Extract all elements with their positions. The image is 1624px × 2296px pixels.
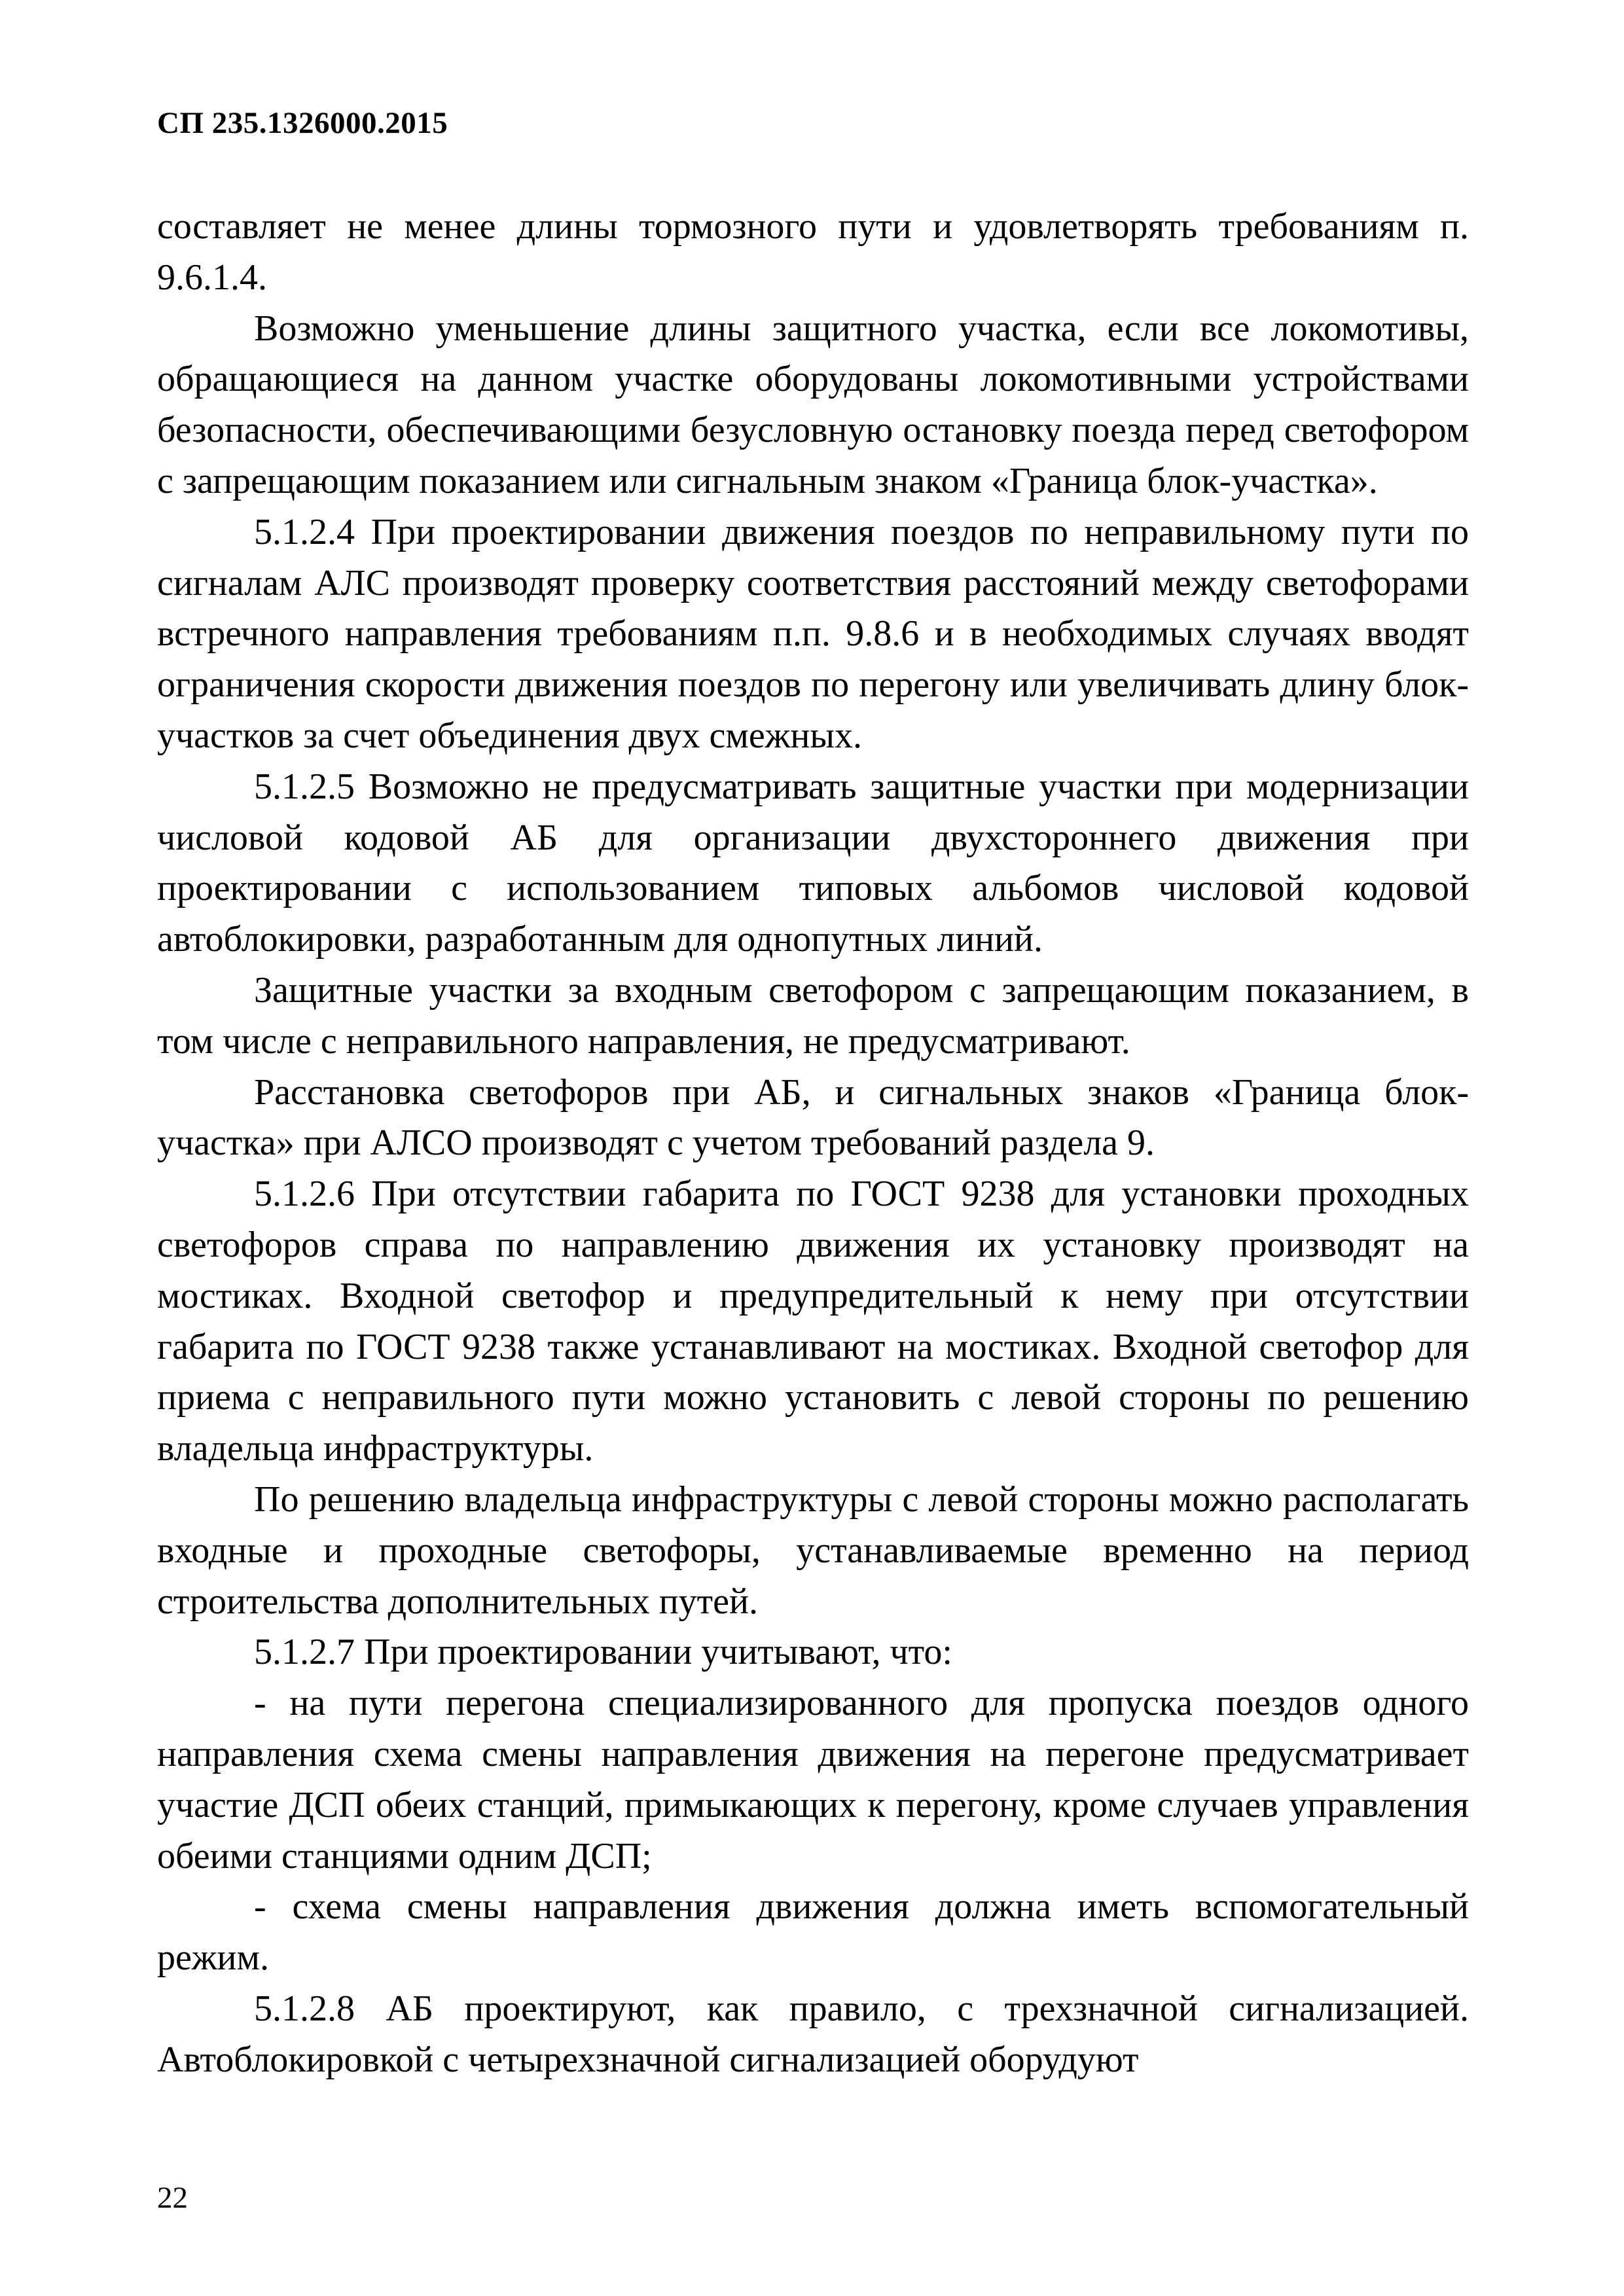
paragraph: Расстановка светофоров при АБ, и сигнальных знаков «Граница блок-участка» при АЛСО производят с учетом требований раздела 9. [157,1071,1469,1164]
paragraph-clause-5-1-2-5: 5.1.2.5 Возможно не предусматривать защитные участки при модернизации числовой кодовой АБ для организации двухстороннего движения при проектировании с использованием типовых альбомов числовой кодовой автоблокировки, разработанным для однопутных линий. [157,766,1469,960]
paragraph-clause-5-1-2-6: 5.1.2.6 При отсутствии габарита по ГОСТ 9238 для установки проходных светофоров справа по направлению движения их установку производят на мостиках. Входной светофор и предупредительный к нему при отсутствии габарита по ГОСТ 9238 также устанавливают на мостиках. Входной светофор для приема с неправильного пути можно установить с левой стороны по решению владельца инфраструктуры. [157,1174,1469,1469]
paragraph: составляет не менее длины тормозного пути и удовлетворять требованиям п. 9.6.1.4. [157,206,1469,298]
list-item: - схема смены направления движения должна иметь вспомогательный режим. [157,1886,1469,1979]
document-code: СП 235.1326000.2015 [157,106,448,140]
paragraph-clause-5-1-2-8: 5.1.2.8 АБ проектируют, как правило, с трехзначной сигнализацией. Автоблокировкой с четырехзначной сигнализацией оборудуют [157,1988,1469,2080]
paragraph: Возможно уменьшение длины защитного участка, если все локомотивы, обращающиеся на данном участке оборудованы локомотивными устройствами безопасности, обеспечивающими безусловную остановку поезда перед светофором с запрещающим показанием или сигнальным знаком «Граница блок-участка». [157,308,1469,501]
list-item: - на пути перегона специализированного для пропуска поездов одного направления схема смены направления движения на перегоне предусматривает участие ДСП обеих станций, примыкающих к перегону, кроме случаев управления обеими станциями одним ДСП; [157,1683,1469,1876]
page-number: 22 [157,2181,188,2215]
paragraph: По решению владельца инфраструктуры с левой стороны можно располагать входные и проходные светофоры, устанавливаемые временно на период строительства дополнительных путей. [157,1479,1469,1622]
paragraph: Защитные участки за входным светофором с запрещающим показанием, в том числе с неправильного направления, не предусматривают. [157,969,1469,1062]
document-body [157,202,1469,2085]
paragraph-clause-5-1-2-4: 5.1.2.4 При проектировании движения поездов по неправильному пути по сигналам АЛС производят проверку соответствия расстояний между светофорами встречного направления требованиям п.п. 9.8.6 и в необходимых случаях вводят ограничения скорости движения поездов по перегону или увеличивать длину блок-участков за счет объединения двух смежных. [157,511,1469,756]
paragraph-clause-5-1-2-7: 5.1.2.7 При проектировании учитывают, что: [254,1632,952,1673]
